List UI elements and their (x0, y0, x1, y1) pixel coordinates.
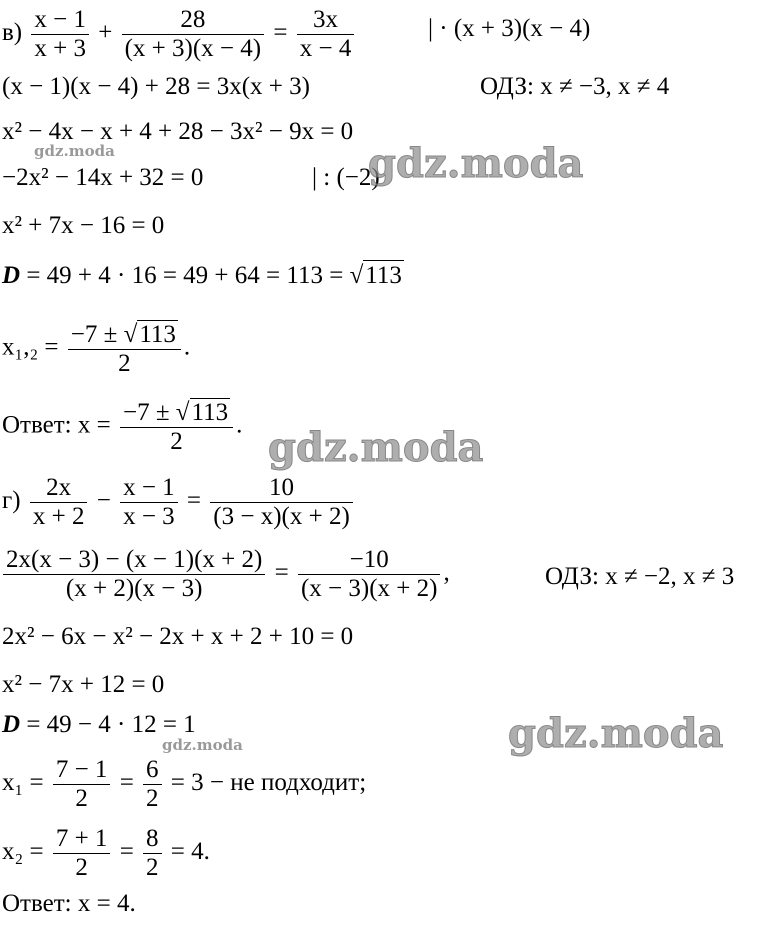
part-v-divider: | : (−2) (312, 164, 380, 191)
part-v-step-4: x² + 7x − 16 = 0 (2, 212, 165, 239)
part-v-answer: Ответ: x = $\frac{-7 \pm √113}{2}$ . (2, 399, 243, 455)
part-g-label: г) (2, 487, 21, 515)
fraction: $\frac{-7 \pm √113}{2}$ (120, 398, 233, 456)
part-g-step-2: 2x² − 6x − x² − 2x + x + 2 + 10 = 0 (2, 623, 354, 650)
part-v-discriminant: D = 49 + 4 · 16 = 49 + 64 = 113 = √113 (2, 262, 402, 289)
part-g-answer: Ответ: x = 4. (2, 890, 136, 917)
fraction: $\frac{6}{2}$ (143, 756, 162, 813)
fraction: $\frac{-7 \pm √113}{2}$ (68, 320, 181, 378)
part-v-label: в) (2, 19, 23, 47)
fraction: $\frac{2x}{x + 2}$ (30, 474, 88, 531)
fraction: $\frac{7 - 1}{2}$ (53, 756, 111, 813)
part-g-odz: ОДЗ: x ≠ −2, x ≠ 3 (545, 563, 735, 590)
part-g-root-2: x₂ = $\frac{7 + 1}{2}$ = $\frac{8}{2}$ = 4. (2, 825, 210, 881)
fraction: $\frac{2x(x - 3) - (x - 1)(x + 2)}{(x + 2)(x - 3)}$ (3, 546, 265, 603)
part-g-equation: г) $\frac{2x}{x + 2}$ − $\frac{x - 1}{x - 3}$ = $\frac{10}{(3 - x)(x + 2)}$ (2, 474, 356, 531)
part-v-step-1: (x − 1)(x − 4) + 28 = 3x(x + 3) (2, 73, 310, 100)
fraction: $\frac{x - 1}{x + 3}$ (31, 6, 89, 63)
fraction: $\frac{x - 1}{x - 3}$ (120, 474, 178, 531)
watermark-logo-small: gdz.moda (162, 736, 243, 754)
fraction: $\frac{-10}{(x - 3)(x + 2)}$ (298, 546, 441, 603)
fraction: $\frac{7 + 1}{2}$ (53, 825, 111, 882)
fraction: $\frac{10}{(3 - x)(x + 2)}$ (210, 474, 353, 531)
fraction: $\frac{8}{2}$ (143, 825, 162, 882)
part-v-multiplier: | · (x + 3)(x − 4) (428, 15, 591, 42)
fraction: $\frac{3x}{x - 4}$ (297, 6, 355, 63)
part-g-step-1: $\frac{2x(x - 3) - (x - 1)(x + 2)}{(x + 2)(x - 3)}$ = $\frac{-10}{(x - 3)(x + 2)}$ , (0, 546, 450, 603)
watermark-logo: gdz.moda (508, 710, 724, 757)
part-v-step-3: −2x² − 14x + 32 = 0 (2, 164, 204, 191)
fraction: $\frac{28}{(x + 3)(x - 4)}$ (122, 6, 265, 63)
watermark-logo-small: gdz.moda (34, 142, 115, 160)
part-v-step-2: x² − 4x − x + 4 + 28 − 3x² − 9x = 0 (2, 118, 354, 145)
watermark-logo: gdz.moda (368, 140, 584, 187)
part-v-odz: ОДЗ: x ≠ −3, x ≠ 4 (480, 73, 670, 100)
part-g-discriminant: D = 49 − 4 · 12 = 1 (2, 711, 196, 738)
part-v-roots: x₁,₂ = $\frac{-7 \pm √113}{2}$ . (2, 321, 191, 377)
part-v-equation: в) $\frac{x - 1}{x + 3}$ + $\frac{28}{(x + 3)(x - 4)}$ = $\frac{3x}{x - 4}$ (2, 6, 357, 63)
part-g-root-1: x₁ = $\frac{7 - 1}{2}$ = $\frac{6}{2}$ = 3 − не подходит; (2, 756, 367, 812)
part-g-step-3: x² − 7x + 12 = 0 (2, 671, 165, 698)
sqrt-sign: √113 (349, 262, 402, 289)
watermark-logo: gdz.moda (268, 424, 484, 471)
